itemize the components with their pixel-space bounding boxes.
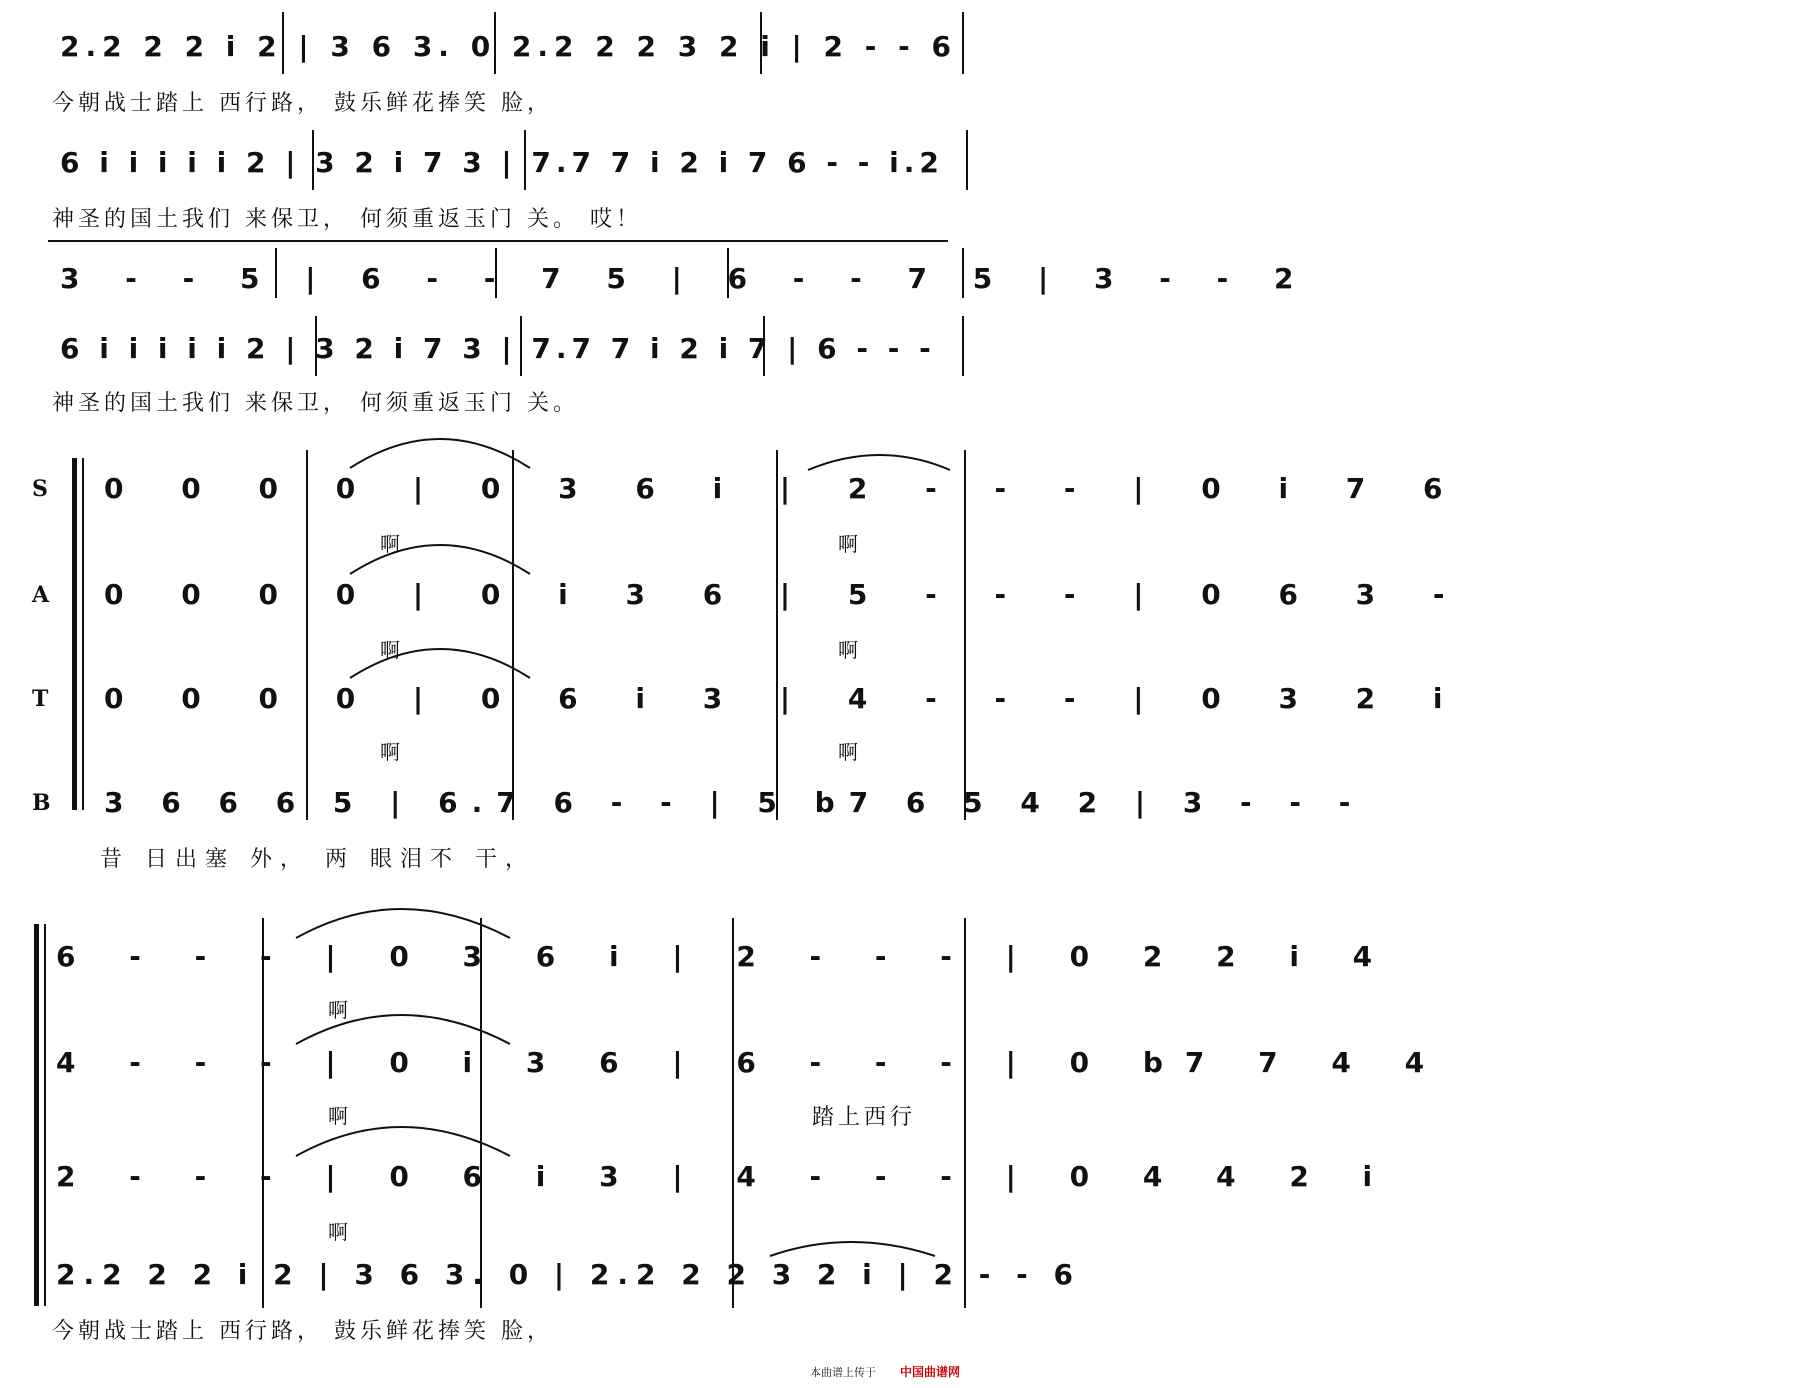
bass-notes: 2.2 2 2 i 2 | 3 6 3. 0 | 2.2 2 2 3 2 i | 2 - - 6 xyxy=(56,1258,1081,1291)
ah-lyric: 啊 xyxy=(328,1104,348,1128)
upload-note: 本曲谱上传于 xyxy=(810,1366,876,1379)
soprano-notes: 6 - - - | 0 3 6 i | 2 - - - | 0 2 2 i 4 xyxy=(56,940,1395,973)
lyric-line-1: 今朝战士踏上 西行路， 鼓乐鲜花捧笑 脸， xyxy=(52,91,553,116)
bass-notes: 3 6 6 6 5 | 6.7 6 - - | 5 b7 6 5 4 2 | 3 - - - xyxy=(104,786,1365,819)
notation-line-2: 6 i i i i i 2 | 3 2 i 7 3 | 7.7 7 i 2 i 7 6 - - i.2 xyxy=(60,146,944,179)
voice-label-tenor: T xyxy=(32,686,49,712)
ah-lyric: 啊 xyxy=(838,532,858,556)
bass-lyric-2: 今朝战士踏上 西行路， 鼓乐鲜花捧笑 脸， xyxy=(52,1319,553,1344)
voice-label-alto: A xyxy=(32,582,50,608)
notation-line-4: 6 i i i i i 2 | 3 2 i 7 3 | 7.7 7 i 2 i 7 | 6 - - - xyxy=(60,332,936,365)
ah-lyric: 啊 xyxy=(328,998,348,1022)
lyric-line-4: 神圣的国土我们 来保卫， 何须重返玉门 关。 xyxy=(52,391,579,416)
ah-lyric: 啊 xyxy=(328,1220,348,1244)
alto-notes: 0 0 0 0 | 0 i 3 6 | 5 - - - | 0 6 3 - xyxy=(104,578,1469,611)
lyric-line-2: 神圣的国土我们 来保卫， 何须重返玉门 关。 哎！ xyxy=(52,207,642,232)
bass-lyric-1: 昔 日出塞 外， 两 眼泪不 干， xyxy=(100,847,535,872)
site-logo[interactable]: 中国曲谱网 xyxy=(900,1365,961,1379)
alto-lyric: 踏上西行 xyxy=(812,1105,917,1130)
soprano-notes: 0 0 0 0 | 0 3 6 i | 2 - - - | 0 i 7 6 xyxy=(104,472,1467,505)
ah-lyric: 啊 xyxy=(380,740,400,764)
notation-line-1: 2.2 2 2 i 2 | 3 6 3. 0 2.2 2 2 3 2 i | 2 - - 6 xyxy=(60,30,957,63)
notation-line-3: 3 - - 5 | 6 - - 7 5 | 6 - - 7 5 | 3 - - 2 xyxy=(60,262,1312,295)
alto-notes: 4 - - - | 0 i 3 6 | 6 - - - | 0 b7 7 4 4 xyxy=(56,1046,1447,1079)
tenor-notes: 0 0 0 0 | 0 6 i 3 | 4 - - - | 0 3 2 i xyxy=(104,682,1467,715)
voice-label-soprano: S xyxy=(32,476,48,502)
ah-lyric: 啊 xyxy=(380,638,400,662)
ah-lyric: 啊 xyxy=(380,532,400,556)
ah-lyric: 啊 xyxy=(838,740,858,764)
tenor-notes: 2 - - - | 0 6 i 3 | 4 - - - | 0 4 4 2 i xyxy=(56,1160,1395,1193)
voice-label-bass: B xyxy=(32,790,51,816)
ah-lyric: 啊 xyxy=(838,638,858,662)
